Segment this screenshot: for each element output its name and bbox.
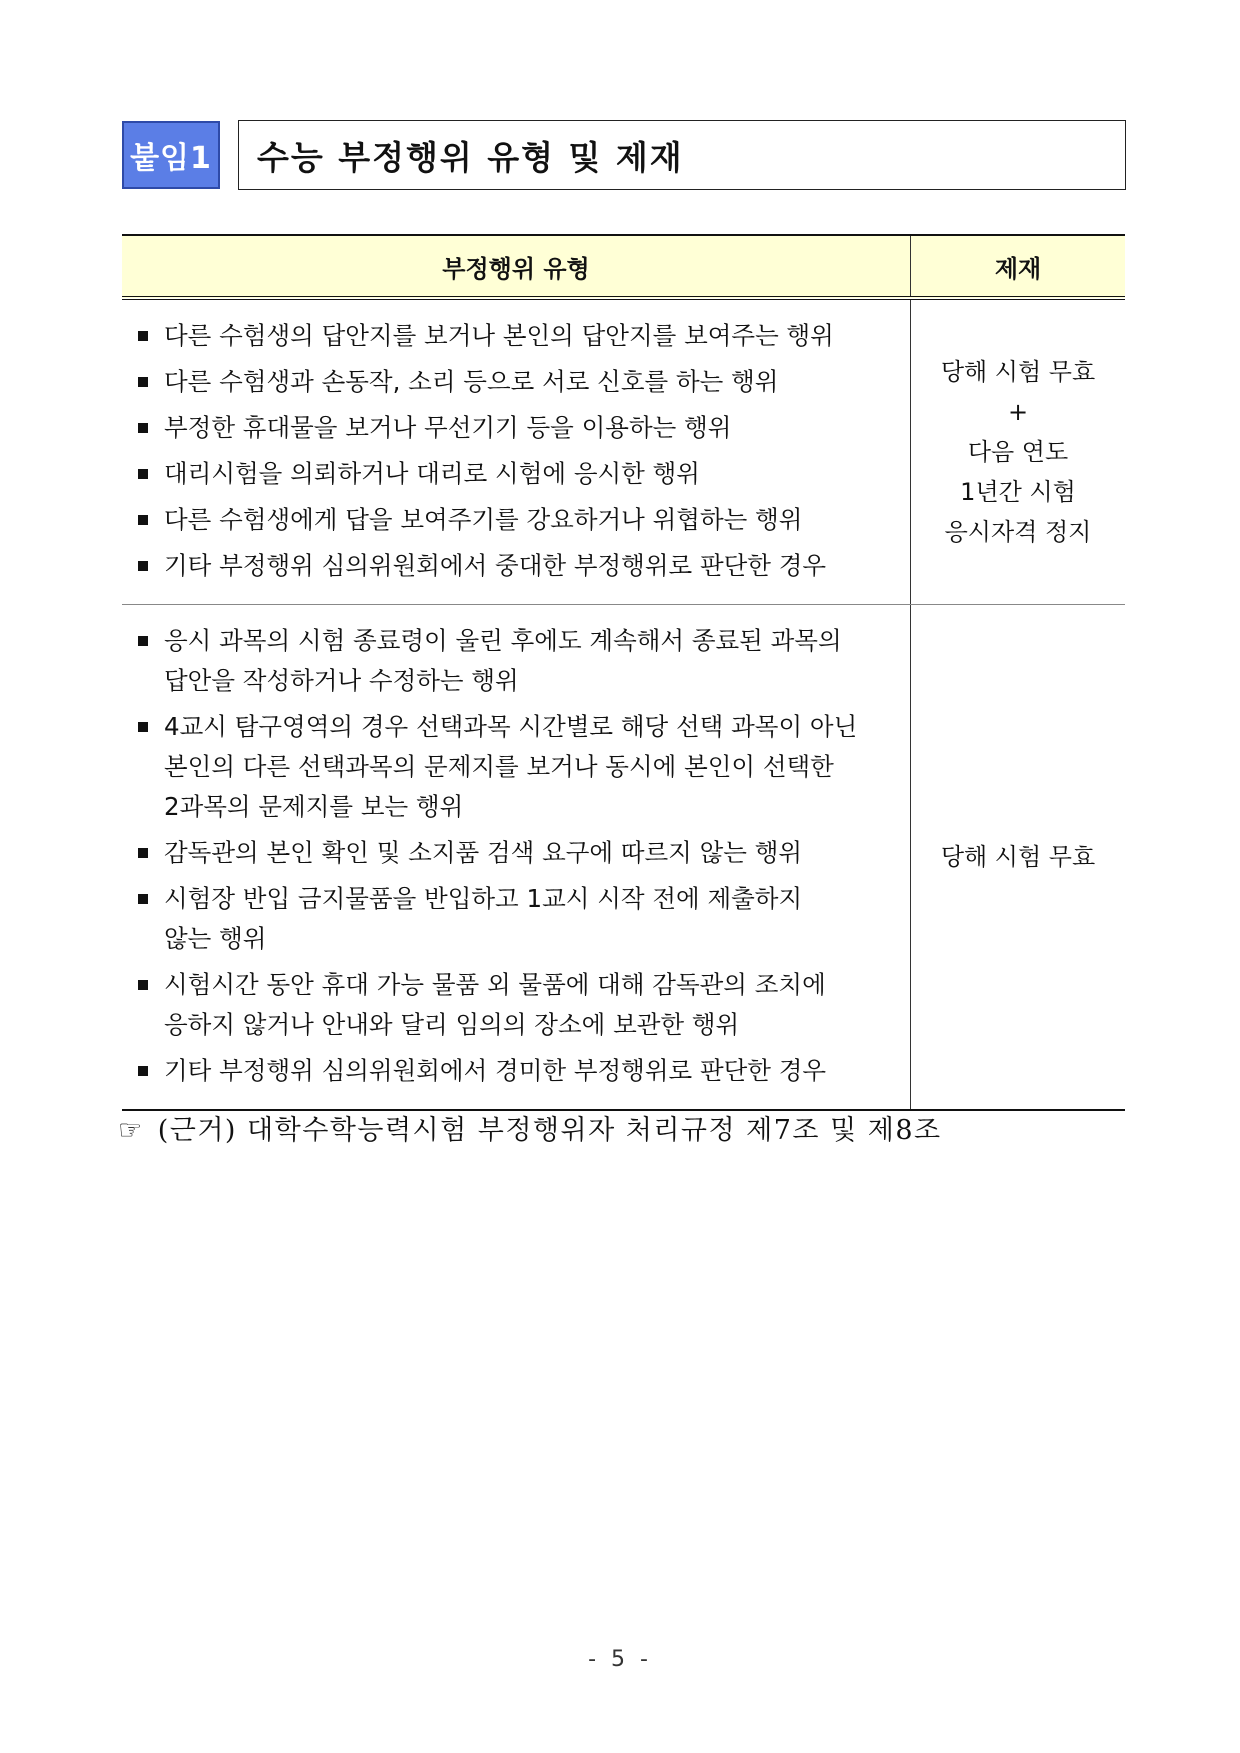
list-item-line: 응하지 않거나 안내와 달리 임의의 장소에 보관한 행위 <box>164 1010 740 1039</box>
sanction-text: 당해 시험 무효 <box>940 843 1096 871</box>
page-title <box>238 120 1126 190</box>
sanction-line: 다음 연도 <box>967 438 1069 466</box>
list-item <box>136 707 902 827</box>
list-item-line: 않는 행위 <box>164 924 267 953</box>
list-item <box>136 621 902 701</box>
legal-basis-text: (근거) 대학수학능력시험 부정행위자 처리규정 제7조 및 제8조 <box>157 1115 942 1146</box>
list-item-line: 시험장 반입 금지물품을 반입하고 1교시 시작 전에 제출하지 <box>164 884 803 913</box>
table-row-serious <box>122 298 1125 605</box>
list-item: 기타 부정행위 심의위원회에서 중대한 부정행위로 판단한 경우 <box>136 546 902 586</box>
violation-list-cell <box>122 298 911 605</box>
sanction-cell-minor <box>911 605 1126 1111</box>
table-row-minor <box>122 605 1125 1111</box>
list-item <box>136 1051 902 1091</box>
sanction-cell-serious <box>911 298 1126 605</box>
column-header-sanction: 제재 <box>911 235 1126 298</box>
list-item-line: 기타 부정행위 심의위원회에서 경미한 부정행위로 판단한 경우 <box>164 1056 827 1085</box>
list-item-line: 답안을 작성하거나 수정하는 행위 <box>164 666 519 695</box>
sanction-line: 응시자격 정지 <box>944 518 1092 546</box>
sanctions-table <box>122 234 1125 1111</box>
list-item-line: 시험시간 동안 휴대 가능 물품 외 물품에 대해 감독관의 조치에 <box>164 970 826 999</box>
pointing-hand-icon: ☞ <box>118 1115 144 1146</box>
violation-list-serious <box>122 300 910 604</box>
column-header-type: 부정행위 유형 <box>122 235 911 298</box>
violation-list-minor <box>122 605 910 1109</box>
list-item-line: 본인의 다른 선택과목의 문제지를 보거나 동시에 본인이 선택한 <box>164 752 834 781</box>
legal-basis-note <box>118 1108 942 1147</box>
page-title-text: 수능 부정행위 유형 및 제재 <box>257 137 684 177</box>
list-item: 다른 수험생과 손동작, 소리 등으로 서로 신호를 하는 행위 <box>136 362 902 402</box>
list-item: 부정한 휴대물을 보거나 무선기기 등을 이용하는 행위 <box>136 408 902 448</box>
violation-list-cell <box>122 605 911 1111</box>
table-header-row <box>122 235 1125 298</box>
list-item <box>136 833 902 873</box>
sanction-line: 1년간 시험 <box>960 478 1076 506</box>
list-item <box>136 879 902 959</box>
list-item-line: 4교시 탐구영역의 경우 선택과목 시간별로 해당 선택 과목이 아닌 <box>164 712 858 741</box>
list-item-line: 2과목의 문제지를 보는 행위 <box>164 792 464 821</box>
list-item: 대리시험을 의뢰하거나 대리로 시험에 응시한 행위 <box>136 454 902 494</box>
attachment-badge: 붙임1 <box>122 121 220 189</box>
list-item-line: 응시 과목의 시험 종료령이 울린 후에도 계속해서 종료된 과목의 <box>164 626 842 655</box>
list-item-line: 감독관의 본인 확인 및 소지품 검색 요구에 따르지 않는 행위 <box>164 838 803 867</box>
sanction-line: + <box>1007 398 1029 426</box>
page-number: - 5 - <box>588 1647 652 1672</box>
list-item: 다른 수험생에게 답을 보여주기를 강요하거나 위협하는 행위 <box>136 500 902 540</box>
sanction-line: 당해 시험 무효 <box>940 358 1096 386</box>
list-item <box>136 965 902 1045</box>
list-item: 다른 수험생의 답안지를 보거나 본인의 답안지를 보여주는 행위 <box>136 316 902 356</box>
